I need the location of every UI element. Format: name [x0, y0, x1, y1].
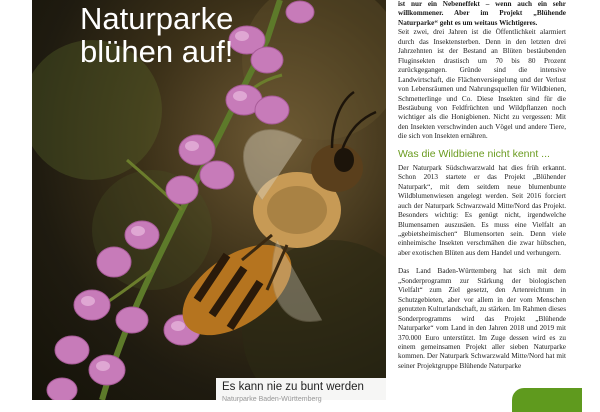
article-subheading: Was die Wildbiene nicht kennt ...	[398, 147, 550, 160]
headline-line-1: Naturparke	[80, 1, 234, 36]
bee-photo	[32, 0, 386, 400]
caption-title: Es kann nie zu bunt werden	[222, 381, 364, 393]
article-paragraph-1: Seit zwei, drei Jahren ist die Öffentlichkeit alarmiert durch das Insektensterben. Denn in den letzten drei Jahrzehnten ist der Bestand an Blüten bestäubenden Fluginsekten drastisch um 70 bis 80 Prozent zurückgegangen. Gründe sind die intensive Landwirtschaft, die Flächenversiegelung und der Verlust von Lebensräumen und Nahrungsquellen für Wildbienen, Schmetterlinge und Co. Diese Insekten sind für die Bestäubung von Feldfrüchten und Wildpflanzen noch wichtiger als die Honigbienen. Nicht zu vergessen: Mit den Insekten verschwinden auch Vögel und andere Tiere, die sich von Insekten ernähren.	[398, 28, 566, 141]
article-paragraph-2: Der Naturpark Südschwarzwald hat dies früh erkannt. Schon 2013 startete er das Projekt „Blühender Naturpark“, mit dem seitdem neue blumenbunte Wildblumenwiesen angelegt werden. Seit 2016 forciert auch der Naturpark Schwarzwald Mitte/Nord das Projekt. Besonders wichtig: Es genügt nicht, irgendwelche Blumensamen auszusäen. Es muss eine Vielfalt an „gebietsheimischen“ Blumensorten sein. Denn viele einheimische Insekten verschmähen die zwar hübschen, aber exotischen Blüten aus dem Handel und verhungern.	[398, 163, 566, 257]
headline-line-2: blühen auf!	[80, 34, 234, 69]
article-paragraph-3: Das Land Baden-Württemberg hat sich mit dem „Sonderprogramm zur Stärkung der biologischen Vielfalt“ zum Ziel gesetzt, den Artenreichtum in Schutzgebieten, aber vor allem in der vom Menschen genutzten Kulturlandschaft, zu stärken. Im Rahmen dieses Sonderprogramms wird das Projekt „Blühende Naturparke“ vom Land in den Jahren 2018 und 2019 mit 370.000 Euro unterstützt. Im Zuge dessen wird es zu einem gemeinsamen Projekt aller sieben Naturparke kommen. Der Naturpark Schwarzwald Mitte/Nord hat mit seiner Projektgruppe Blühende Naturparke	[398, 267, 566, 370]
article-column	[398, 0, 566, 400]
article-intro: ist nur ein Nebeneffekt – wenn auch ein sehr willkommener. Aber im Projekt „Blühende Naturparke“ geht es um weitaus Wichtigeres.	[398, 0, 566, 27]
page-corner-tab	[512, 388, 582, 412]
caption-subtitle: Naturparke Baden-Württemberg	[222, 396, 322, 403]
photo-caption	[216, 378, 386, 403]
headline	[80, 2, 233, 68]
